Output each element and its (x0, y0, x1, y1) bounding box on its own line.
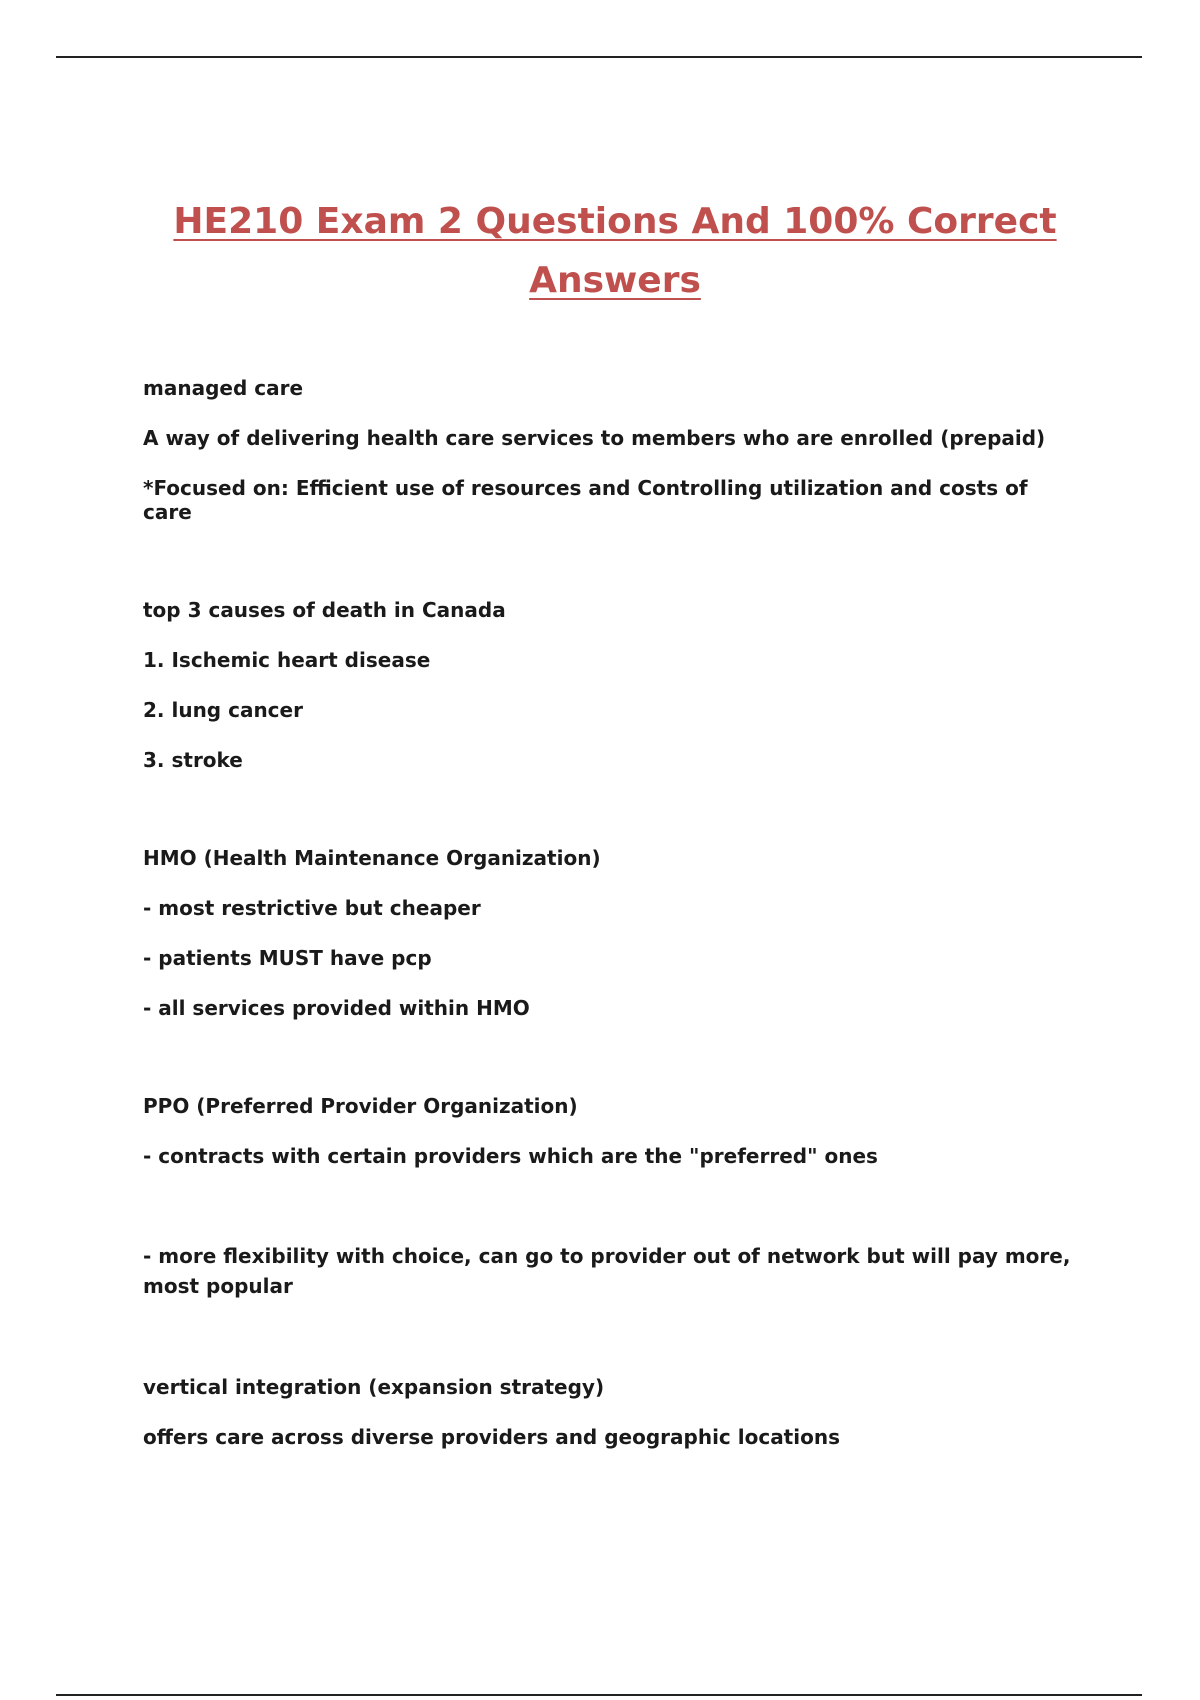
entry-definition-line: - all services provided within HMO (143, 996, 530, 1020)
entry-vertical-integration (143, 1375, 1083, 1449)
entry-term: managed care (143, 376, 304, 400)
entry-definition-line: *Focused on: Efficient use of resources and Controlling utilization and costs of care (143, 476, 1028, 524)
bottom-divider (56, 1694, 1142, 1696)
top-divider (56, 56, 1142, 58)
entry-definition-line: - patients MUST have pcp (143, 946, 432, 970)
entry-hmo (143, 846, 1083, 1020)
entry-definition-line: 1. Ischemic heart disease (143, 648, 431, 672)
entry-definition-line: 3. stroke (143, 748, 243, 772)
entry-term: top 3 causes of death in Canada (143, 598, 506, 622)
entry-term: vertical integration (expansion strategy) (143, 1375, 605, 1399)
entry-term: HMO (Health Maintenance Organization) (143, 846, 601, 870)
entry-top-causes-of-death (143, 598, 1083, 772)
entry-term: PPO (Preferred Provider Organization) (143, 1094, 578, 1118)
entry-definition-line: - more flexibility with choice, can go to provider out of network but will pay more, most popular (143, 1244, 1071, 1298)
entry-definition-line: 2. lung cancer (143, 698, 303, 722)
document-body (143, 376, 1083, 1475)
entry-definition-line: offers care across diverse providers and geographic locations (143, 1425, 840, 1449)
entry-definition-line: - contracts with certain providers which are the "preferred" ones (143, 1144, 878, 1168)
entry-definition-line: - most restrictive but cheaper (143, 896, 481, 920)
document-title: HE210 Exam 2 Questions And 100% Correct Answers (173, 201, 1057, 301)
entry-definition-line: A way of delivering health care services to members who are enrolled (prepaid) (143, 426, 1046, 450)
entry-managed-care (143, 376, 1083, 524)
entry-ppo (143, 1094, 1083, 1301)
